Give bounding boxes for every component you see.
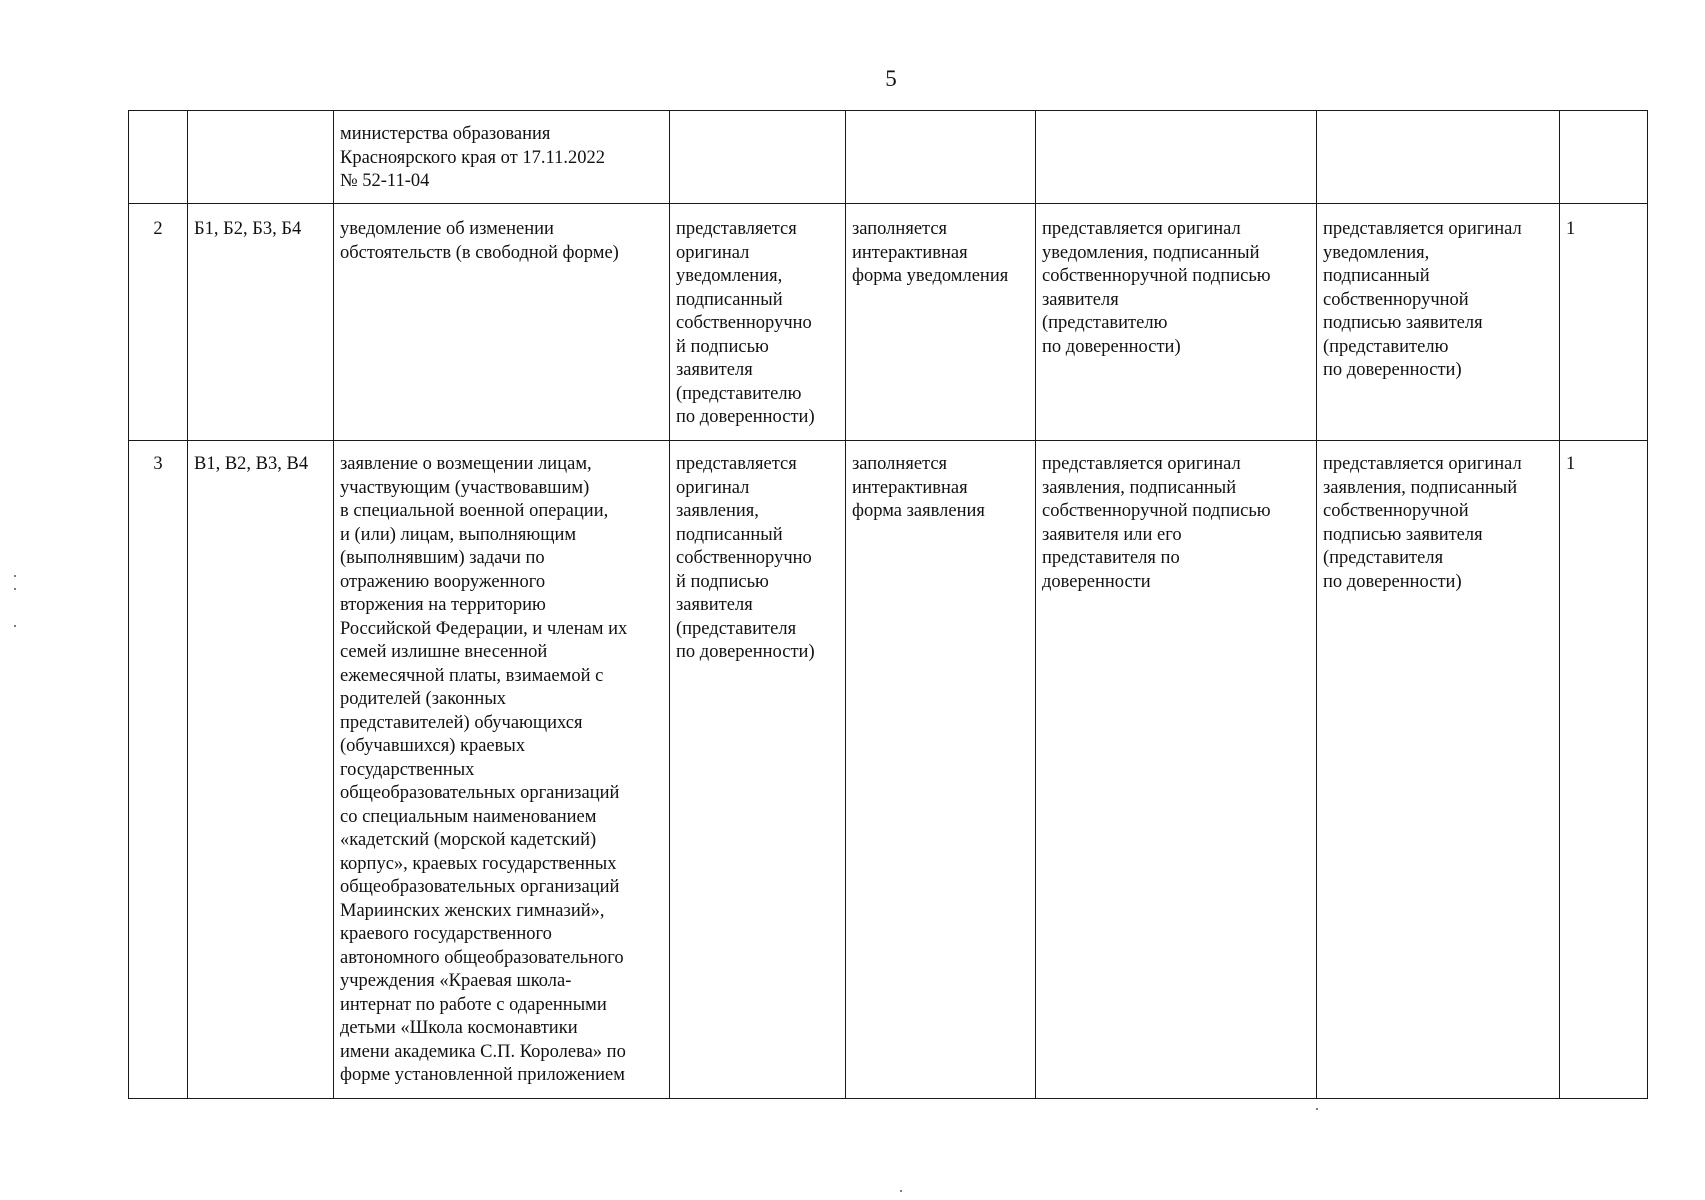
count-cell [1560,111,1648,204]
interactive-form-cell [846,111,1036,204]
mail-cell: представляется оригинал уведомления, подписанный собственноручной подписью заявителя (представителю по доверенности) [1317,204,1560,441]
code-cell: Б1, Б2, Б3, Б4 [188,204,334,441]
submission-cell [670,111,846,204]
scan-artifact [900,1190,902,1192]
count-cell: 1 [1560,441,1648,1099]
table-row [129,204,1648,441]
mail-cell: представляется оригинал заявления, подписанный собственноручной подписью заявителя (представителя по доверенности) [1317,441,1560,1099]
interactive-form-cell: заполняется интерактивная форма заявления [846,441,1036,1099]
document-name-cell: заявление о возмещении лицам, участвующим (участвовавшим) в специальной военной операции, и (или) лицам, выполняющим (выполнявшим) задачи по отражению вооруженного вторжения на территорию Российской Федерации, и членам их семей излишне внесенной ежемесячной платы, взимаемой с родителей (законных представителей) обучающихся (обучавшихся) краевых государственных общеобразовательных организаций со специальным наименованием «кадетский (морской кадетский) корпус», краевых государственных общеобразовательных организаций Мариинских женских гимназий», краевого государственного автономного общеобразовательного учреждения «Краевая школа- интернат по работе с одаренными детьми «Школа космонавтики имени академика С.П. Королева» по форме установленной приложением [334,441,670,1099]
table-row [129,111,1648,204]
scan-artifact [14,575,16,577]
count-cell: 1 [1560,204,1648,441]
code-cell: В1, В2, В3, В4 [188,441,334,1099]
submission-cell: представляется оригинал заявления, подписанный собственноручно й подписью заявителя (представителя по доверенности) [670,441,846,1099]
mail-cell [1317,111,1560,204]
submission-cell: представляется оригинал уведомления, подписанный собственноручно й подписью заявителя (представителю по доверенности) [670,204,846,441]
code-cell [188,111,334,204]
scan-artifact [14,625,16,627]
original-cell [1036,111,1317,204]
document-table [128,110,1648,1099]
document-name-cell: уведомление об изменении обстоятельств (в свободной форме) [334,204,670,441]
scan-artifact [1316,1108,1318,1110]
document-name-cell: министерства образования Красноярского края от 17.11.2022 № 52-11-04 [334,111,670,204]
row-number-cell [129,111,188,204]
page-number: 5 [885,66,897,91]
interactive-form-cell: заполняется интерактивная форма уведомления [846,204,1036,441]
row-number-cell: 3 [129,441,188,1099]
scan-artifact [14,588,16,590]
original-cell: представляется оригинал заявления, подписанный собственноручной подписью заявителя или его представителя по доверенности [1036,441,1317,1099]
original-cell: представляется оригинал уведомления, подписанный собственноручной подписью заявителя (представителю по доверенности) [1036,204,1317,441]
table-row [129,441,1648,1099]
row-number-cell: 2 [129,204,188,441]
